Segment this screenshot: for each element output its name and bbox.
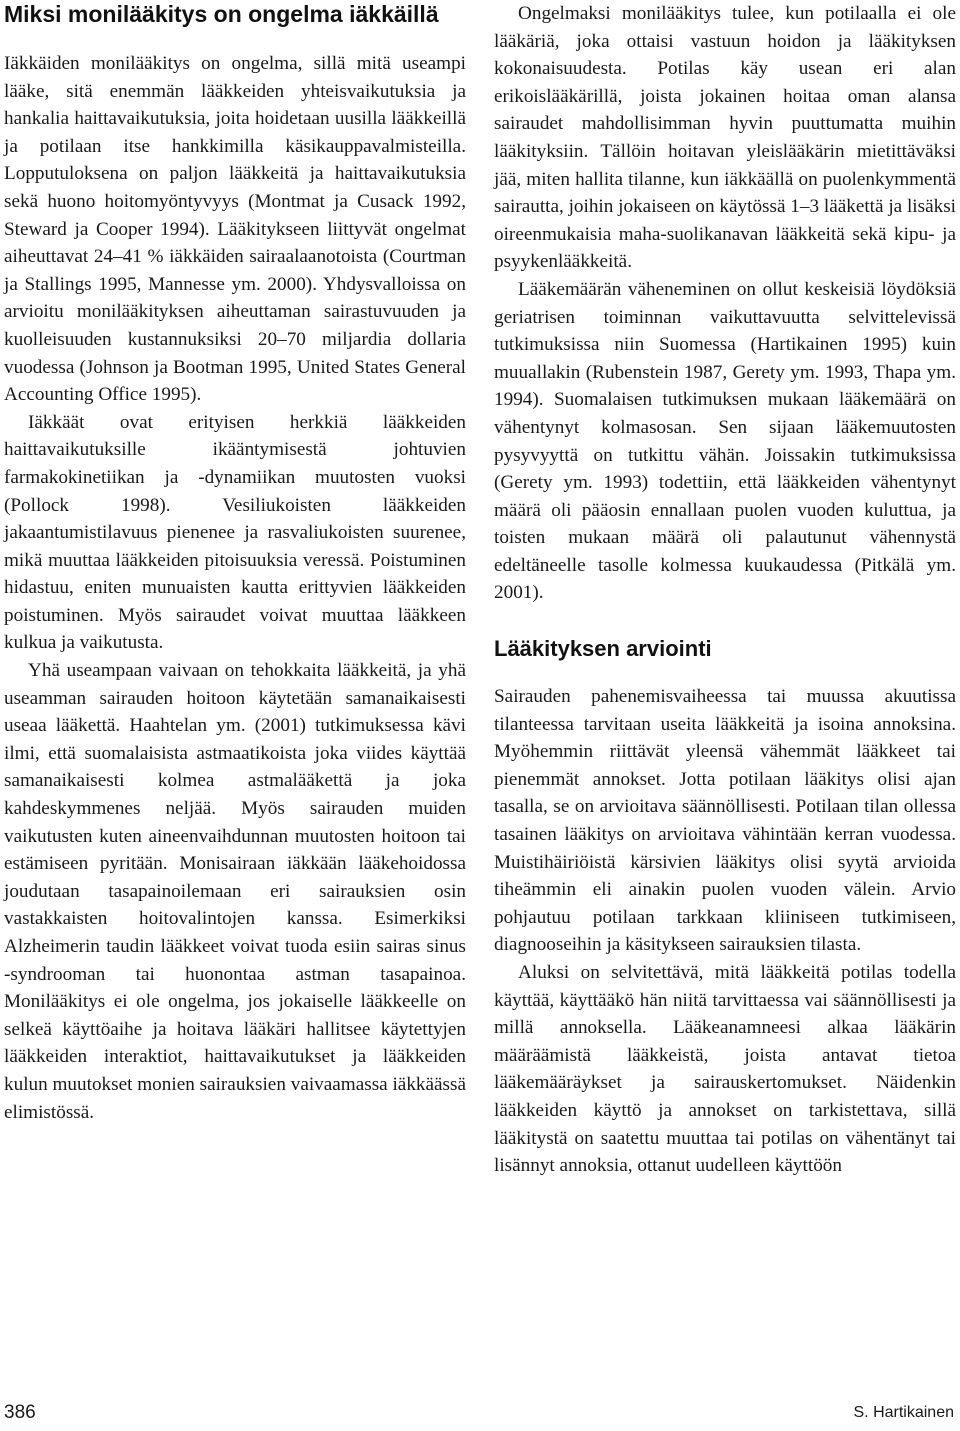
article-title: Miksi monilääkitys on ongelma iäkkäillä: [4, 1, 439, 27]
left-column: [4, 0, 466, 1126]
body-paragraph: Lääkemäärän väheneminen on ollut keskeisiä löydöksiä geriatrisen toiminnan vaikuttavuutta selvittelevissä tutkimuksissa niin Suomessa (Hartikainen 1995) kuin muuallakin (Rubenstein 1987, Gerety ym. 1993, Thapa ym. 1994). Suomalaisen tutkimuksen mukaan lääkemäärä on vähentynyt kolmasosan. Sen sijaan lääkemuutosten pysyvyyttä on tutkittu vähän. Joissakin tutkimuksissa (Gerety ym. 1993) todettiin, että lääkkeiden vähentynyt määrä oli pääosin ennallaan puolen vuoden kuluttua, ja toisten mukaan määrä oli palautunut vähennystä edeltäneelle tasolle kolmessa kuukaudessa (Pitkälä ym. 2001).: [494, 278, 956, 604]
body-paragraph: Iäkkäät ovat erityisen herkkiä lääkkeiden haittavaikutuksille ikääntymisestä johtuvien farmakokinetiikan ja -dynamiikan muutosten vuoksi (Pollock 1998). Vesiliukoisten lääkkeiden jakaantumistilavuus pienenee ja rasvaliukoisten suurenee, mikä muuttaa lääkkeiden pitoisuuksia veressä. Poistuminen hidastuu, eniten munuaisten kautta erittyvien lääkkeiden poistuminen. Myös sairaudet voivat muuttaa lääkkeen kulkua ja vaikutusta.: [4, 411, 466, 654]
body-paragraph: Iäkkäiden monilääkitys on ongelma, sillä mitä useampi lääke, sitä enemmän lääkkeiden yhteisvaikutuksia ja hankalia haittavaikutuksia, joita hoidetaan uusilla lääkkeillä ja potilaan itse hankkimilla käsikauppavalmisteilla. Lopputuloksena on paljon lääkkeitä ja haittavaikutuksia sekä huono hoitomyöntyvyys (Montmat ja Cusack 1992, Steward ja Cooper 1994). Lääkitykseen liittyvät ongelmat aiheuttavat 24–41 % iäkkäiden sairaalaanotoista (Courtman ja Stallings 1995, Mannesse ym. 2000). Yhdysvalloissa on arvioitu monilääkityksen aiheuttaman sairastuvuuden ja kuolleisuuden kustannuksiksi 20–70 miljardia dollaria vuodessa (Johnson ja Bootman 1995, United States General Accounting Office 1995).: [4, 53, 466, 406]
body-paragraph: Aluksi on selvitettävä, mitä lääkkeitä potilas todella käyttää, käyttääkö hän niitä tarvittaessa vai säännöllisesti ja millä annoksella. Lääkeanamneesi alkaa lääkärin määräämistä lääkkeistä, joista antavat tietoa lääkemääräykset ja sairauskertomukset. Näidenkin lääkkeiden käyttö ja annokset on tarkistettava, sillä lääkitystä on saatettu muuttaa tai potilas on vähentänyt tai lisännyt annoksia, ottanut uudelleen käyttöön: [494, 962, 956, 1177]
running-author: S. Hartikainen: [853, 1404, 954, 1421]
body-paragraph: Sairauden pahenemisvaiheessa tai muussa akuutissa tilanteessa tarvitaan useita lääkkeitä ja isoina annoksina. Myöhemmin riittävät yleensä vähemmät lääkkeet tai pienemmät annokset. Jotta potilaan lääkitys olisi ajan tasalla, se on arvioitava säännöllisesti. Potilaan tilan ollessa tasainen lääkitys on arvioitava vähintään kerran vuodessa. Muistihäiriöistä kärsivien lääkitys olisi syytä arvioida tiheämmin eli ainakin puolen vuoden välein. Arvio pohjautuu potilaan tarkkaan kliiniseen tutkimiseen, diagnooseihin ja käsitykseen sairauksien tilasta.: [494, 686, 956, 956]
section-heading: Lääkityksen arviointi: [494, 636, 712, 662]
page-number: 386: [4, 1402, 36, 1423]
right-column: [494, 0, 956, 1180]
body-paragraph: Ongelmaksi monilääkitys tulee, kun potilaalla ei ole lääkäriä, joka ottaisi vastuun hoidon ja lääkityksen kokonaisuudesta. Potilas käy usean eri alan erikoislääkärillä, joista jokainen hoitaa oman alansa sairaudet mahdollisimman hyvin puuttumatta muihin lääkityksiin. Tällöin hoitavan yleislääkärin mietittäväksi jää, miten hallita tilanne, kun iäkkäällä on puolenkymmentä sairautta, joihin jokaiseen on käytössä 1–3 lääkettä ja lisäksi oireenmukaisia maha-suolikanavan lääkkeitä sekä kipu- ja psyykenlääkkeitä.: [494, 3, 956, 273]
body-paragraph: Yhä useampaan vaivaan on tehokkaita lääkkeitä, ja yhä useamman sairauden hoitoon käytetään samanaikaisesti useaa lääkettä. Haahtelan ym. (2001) tutkimuksessa kävi ilmi, että suomalaisista astmaatikoista joka viides käyttää samanaikaisesti kolmea astmalääkettä ja joka kahdeskymmenes neljää. Myös sairauden muiden vaikutusten kuten aineenvaihdunnan muutosten hoitoon tai estämiseen pyritään. Monisairaan iäkkään lääkehoidossa joudutaan tasapainoilemaan eri sairauksien osin vastakkaisten hoitovalintojen kanssa. Esimerkiksi Alzheimerin taudin lääkkeet voivat tuoda esiin sairas sinus -syndrooman tai huonontaa astman tasapainoa. Monilääkitys ei ole ongelma, jos jokaiselle lääkkeelle on selkeä käyttöaihe ja hoitava lääkäri hallitsee käytettyjen lääkkeiden interaktiot, haittavaikutukset ja lääkkeiden kulun muutokset monien sairauksien vaivaamassa iäkkäässä elimistössä.: [4, 660, 466, 1123]
